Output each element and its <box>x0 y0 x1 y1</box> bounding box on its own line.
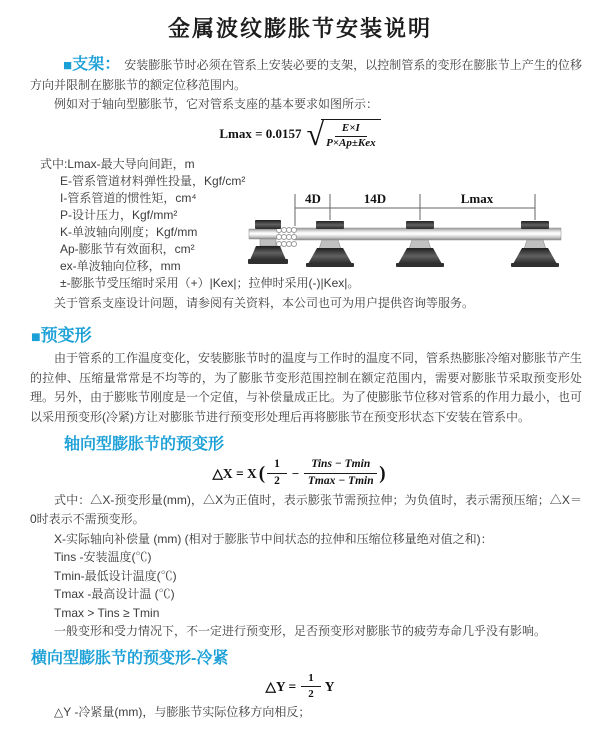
predeform-section-heading <box>31 321 600 347</box>
pipe-stub <box>249 229 279 239</box>
half-denominator: 2 <box>308 688 314 701</box>
lateral-note-line: △Y -冷紧量(mm)，与膨胀节实际位移方向相反； <box>54 705 311 720</box>
definition-line: Ap-膨胀节有效面积，cm² <box>60 241 195 256</box>
pipe <box>294 228 561 240</box>
section-square-icon: ■ <box>63 57 73 74</box>
formula-delta-y-rhs: Y <box>324 678 335 694</box>
page-title: 金属波纹膨胀节安装说明 <box>167 16 432 41</box>
axial-line: Tins -安装温度(℃) <box>54 550 152 565</box>
right-paren: ) <box>379 462 386 484</box>
definition-line: ex-单波轴向位移，mm <box>60 258 181 273</box>
axial-subheading: 轴向型膨胀节的预变形 <box>64 436 225 454</box>
axial-line: Tmax > Tins ≥ Tmin <box>54 605 160 620</box>
lateral-subsection <box>0 645 600 723</box>
fraction-numerator: E×I <box>335 122 367 137</box>
radical-sign-icon: √ <box>306 115 325 152</box>
predeform-heading-text: 预变形 <box>40 326 92 346</box>
predeform-paragraph: 由于管系的工作温度变化，安装膨胀节时的温度与工作时的温度不同，管系热膨胀冷缩对膨胀节产生的拉伸、压缩量常常是不均等的，为了膨胀节变形范围控制在额定范围内，需要对膨胀节采取预变形处理。另外，由于膨账节刚度是一个定值，与补偿量成正比。为了使膨胀节位移对管系的作用力最小，也可以采用预变形(冷紧)方让对膨胀节进行预变形处理后再将膨胀节在预变形状态下安装在管系中。 <box>30 351 583 424</box>
formula-delta-y-lhs: △Y = <box>265 678 297 694</box>
support-spacing-diagram <box>243 186 598 286</box>
half-numerator: 1 <box>301 672 321 687</box>
axial-subsection <box>0 431 600 641</box>
axial-definition-list <box>0 530 600 641</box>
definition-line: K-单波轴向刚度；Kgf/mm <box>60 224 198 239</box>
predeform-section <box>0 321 600 427</box>
definition-line: 式中:Lmax-最大导向间距，m <box>40 156 195 171</box>
definition-line: ±-膨胀节受压缩时采用（+）|Kex|；拉伸时采用(-)|Kex|。 <box>60 275 360 290</box>
axial-line: 一般变形和受力情况下，不一定进行预变形，足否预变形对膨胀节的疲劳寿命几乎没有影响。 <box>54 624 547 639</box>
one-half-fraction <box>301 672 321 701</box>
dim-label-4d: 4D <box>305 191 321 206</box>
axial-line: Tmin-最低设计温度(℃) <box>54 568 177 583</box>
lateral-subheading: 横向型膨胀节的预变形-冷紧 <box>31 649 229 667</box>
temp-fraction-denominator: Tmax − Tmin <box>307 475 374 488</box>
half-denominator: 2 <box>274 475 280 488</box>
section-square-icon: ■ <box>31 329 41 347</box>
definition-line: I-管系管道的惯性矩，cm⁴ <box>60 190 197 205</box>
sqrt-expression <box>306 115 381 152</box>
axial-explain-paragraph: 式中：△X-预变形量(mm)，△X为正值时，表示膨张节需预拉伸；为负值时，表示需预压缩；△X＝0时表示不需预变形。 <box>30 492 582 527</box>
half-numerator: 1 <box>267 458 287 474</box>
radicand <box>321 119 381 150</box>
definition-line: P-设计压力，Kgf/mm² <box>60 207 178 222</box>
temperature-fraction <box>304 458 377 489</box>
support-intro-paragraph <box>30 55 582 95</box>
definition-line: E-管系管道材料弹性投量，Kgf/cm² <box>60 173 246 188</box>
dim-label-lmax: Lmax <box>460 191 494 206</box>
left-paren: ( <box>258 462 266 484</box>
support-intro-text: 安装膨胀节时必须在管系上安装必要的支架，以控制管系的变形在膨胀节上产生的位移方向并限制在膨胀节的额定位移范围内。 <box>30 58 582 92</box>
support-example-line: 例如对于轴向型膨胀节，它对管系支座的基本要求如图所示： <box>54 97 379 111</box>
support-note-line: 关于管系支座设计问题，请参阅有关资料，本公司也可为用户提供咨询等服务。 <box>54 295 475 310</box>
formula-delta-x-lhs: △X = X <box>212 465 257 481</box>
fraction <box>326 122 376 150</box>
one-half-fraction <box>267 458 287 489</box>
dim-label-14d: 14D <box>363 191 387 206</box>
support-section <box>0 55 600 313</box>
formula-lmax <box>0 115 600 152</box>
formula-delta-x <box>0 458 600 489</box>
fraction-denominator: P×Ap±Kex <box>326 136 376 149</box>
support-section-heading: 支架： <box>72 56 121 73</box>
temp-fraction-numerator: Tins − Tmin <box>304 458 377 474</box>
bellows-icon <box>277 228 297 247</box>
axial-line: Tmax -最高设计温 (℃) <box>54 587 175 602</box>
axial-line: X-实际轴向补偿量 (mm) (相对于膨胀节中间状态的拉伸和压缩位移量绝对值之和)： <box>54 531 493 546</box>
formula-delta-y <box>0 672 600 701</box>
formula-lmax-lhs: Lmax = 0.0157 <box>219 126 302 142</box>
minus-operator: − <box>291 465 300 481</box>
